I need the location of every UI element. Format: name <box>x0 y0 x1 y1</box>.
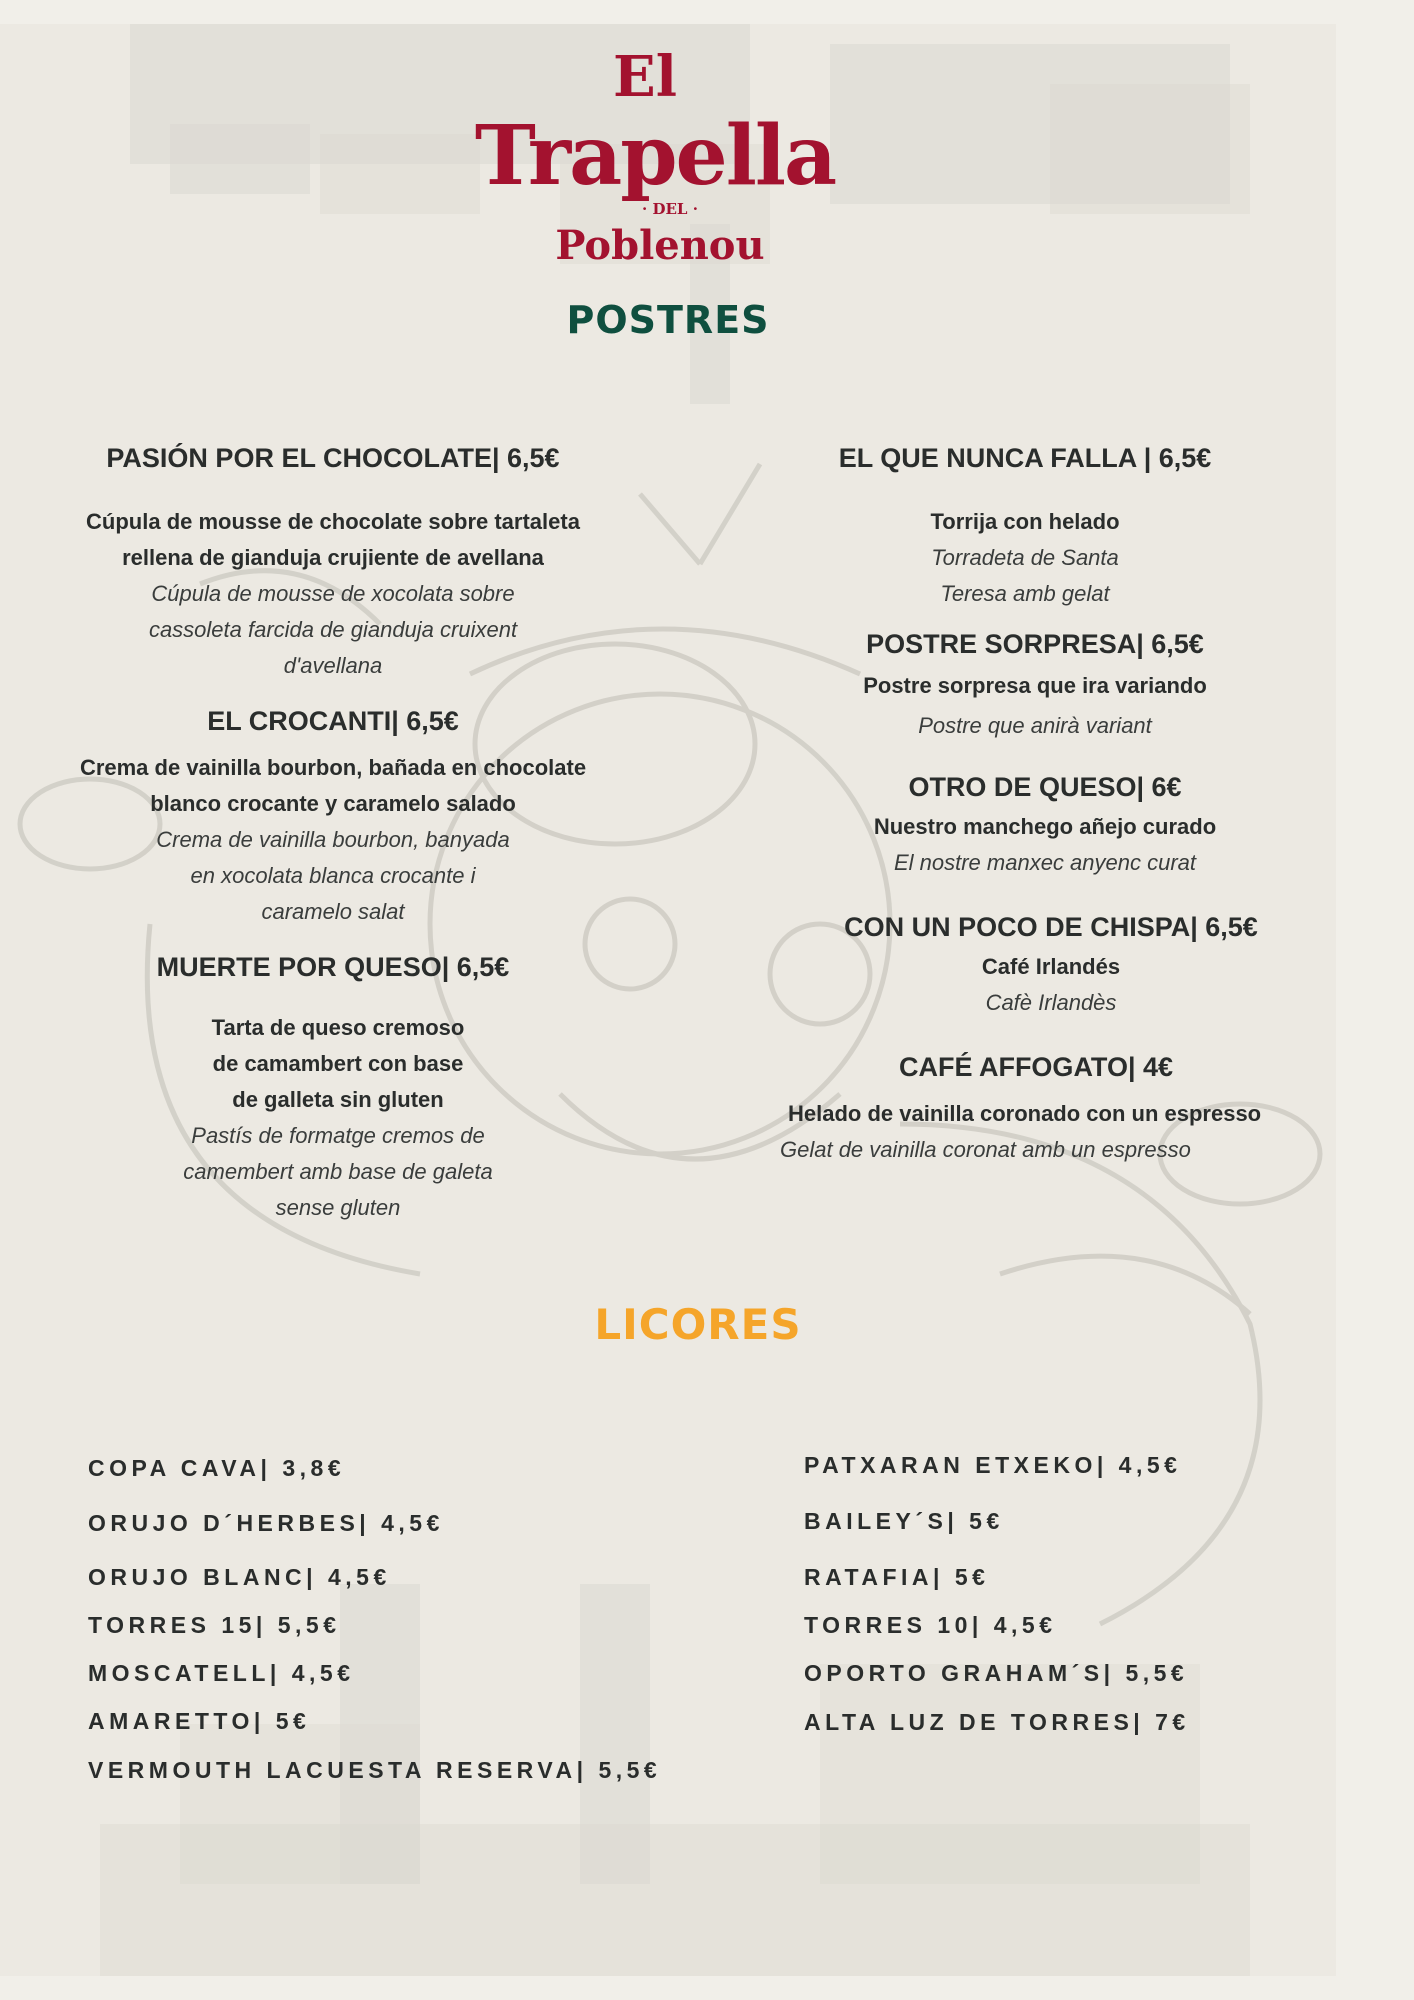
dessert-ca: Pastís de formatge cremos de camembert amb base de galeta sense gluten <box>183 1123 493 1220</box>
menu-page <box>0 24 1336 1976</box>
licores-title: LICORES <box>594 1300 802 1349</box>
postres-title: POSTRES <box>566 298 770 342</box>
dessert-item <box>780 772 1310 881</box>
dessert-es: Cúpula de mousse de chocolate sobre tartaleta rellena de gianduja crujiente de avellana <box>86 509 580 570</box>
dessert-title: PASIÓN POR EL CHOCOLATE| 6,5€ <box>106 443 560 473</box>
dessert-title: POSTRE SORPRESA| 6,5€ <box>866 629 1204 659</box>
dessert-description <box>50 750 616 930</box>
liquor-item: VERMOUTH LACUESTA RESERVA| 5,5€ <box>88 1757 662 1783</box>
dessert-item <box>48 443 618 474</box>
liquor-item: COPA CAVA| 3,8€ <box>88 1455 346 1481</box>
dessert-ca: Torradeta de Santa Teresa amb gelat <box>931 545 1119 606</box>
dessert-es: Crema de vainilla bourbon, bañada en chocolate blanco crocante y caramelo salado <box>79 755 587 816</box>
restaurant-logo <box>455 34 855 274</box>
dessert-item <box>760 443 1290 474</box>
logo-line-trapella: Trapella <box>474 108 836 204</box>
dessert-title: CAFÉ AFFOGATO| 4€ <box>898 1052 1174 1082</box>
liquor-item: TORRES 10| 4,5€ <box>804 1612 1057 1638</box>
dessert-es: Tarta de queso cremoso de camambert con base de galleta sin gluten <box>211 1015 465 1112</box>
dessert-ca: Cafè Irlandès <box>985 990 1117 1015</box>
dessert-description <box>50 504 616 684</box>
dessert-es: Nuestro manchego añejo curado <box>873 814 1217 839</box>
dessert-ca: El nostre manxec anyenc curat <box>893 850 1197 875</box>
liquor-item: AMARETTO| 5€ <box>88 1708 311 1734</box>
dessert-es: Helado de vainilla coronado con un espresso <box>788 1101 1262 1126</box>
liquor-item: ALTA LUZ DE TORRES| 7€ <box>804 1709 1190 1735</box>
liquor-item: BAILEY´S| 5€ <box>804 1508 1004 1534</box>
dessert-title: OTRO DE QUESO| 6€ <box>908 772 1182 802</box>
liquor-item: TORRES 15| 5,5€ <box>88 1612 341 1638</box>
dessert-description <box>50 1010 626 1226</box>
dessert-title: EL CROCANTI| 6,5€ <box>207 706 459 736</box>
logo-line-del: · DEL · <box>642 200 698 218</box>
liquor-item: MOSCATELL| 4,5€ <box>88 1660 355 1686</box>
dessert-ca: Cúpula de mousse de xocolata sobre cassoleta farcida de gianduja cruixent d'avellana <box>148 581 518 678</box>
logo-line-el: El <box>613 44 677 110</box>
dessert-ca: Crema de vainilla bourbon, banyada en xocolata blanca crocante i caramelo salat <box>156 827 510 924</box>
dessert-item <box>770 629 1300 744</box>
logo-line-poblenou: Poblenou <box>555 222 765 269</box>
dessert-item <box>48 952 618 983</box>
dessert-ca: Postre que anirà variant <box>918 713 1152 738</box>
liquor-item: RATAFIA| 5€ <box>804 1564 990 1590</box>
dessert-es: Postre sorpresa que ira variando <box>863 673 1207 698</box>
liquor-item: OPORTO GRAHAM´S| 5,5€ <box>804 1660 1189 1686</box>
dessert-title: MUERTE POR QUESO| 6,5€ <box>156 952 510 982</box>
dessert-es: Torrija con helado <box>930 509 1120 534</box>
liquor-item: ORUJO D´HERBES| 4,5€ <box>88 1510 444 1536</box>
dessert-title: EL QUE NUNCA FALLA | 6,5€ <box>838 443 1212 473</box>
dessert-ca: Gelat de vainilla coronat amb un espresso <box>780 1137 1191 1162</box>
dessert-title: CON UN POCO DE CHISPA| 6,5€ <box>844 912 1258 942</box>
dessert-description <box>760 504 1290 612</box>
dessert-description <box>780 1096 1320 1168</box>
liquor-item: PATXARAN ETXEKO| 4,5€ <box>804 1452 1182 1478</box>
postres-heading <box>0 298 1336 342</box>
dessert-item <box>756 1052 1316 1083</box>
liquor-item: ORUJO BLANC| 4,5€ <box>88 1564 391 1590</box>
licores-heading <box>0 1300 1336 1349</box>
dessert-item <box>48 706 618 737</box>
dessert-es: Café Irlandés <box>981 954 1121 979</box>
dessert-item <box>786 912 1316 1021</box>
